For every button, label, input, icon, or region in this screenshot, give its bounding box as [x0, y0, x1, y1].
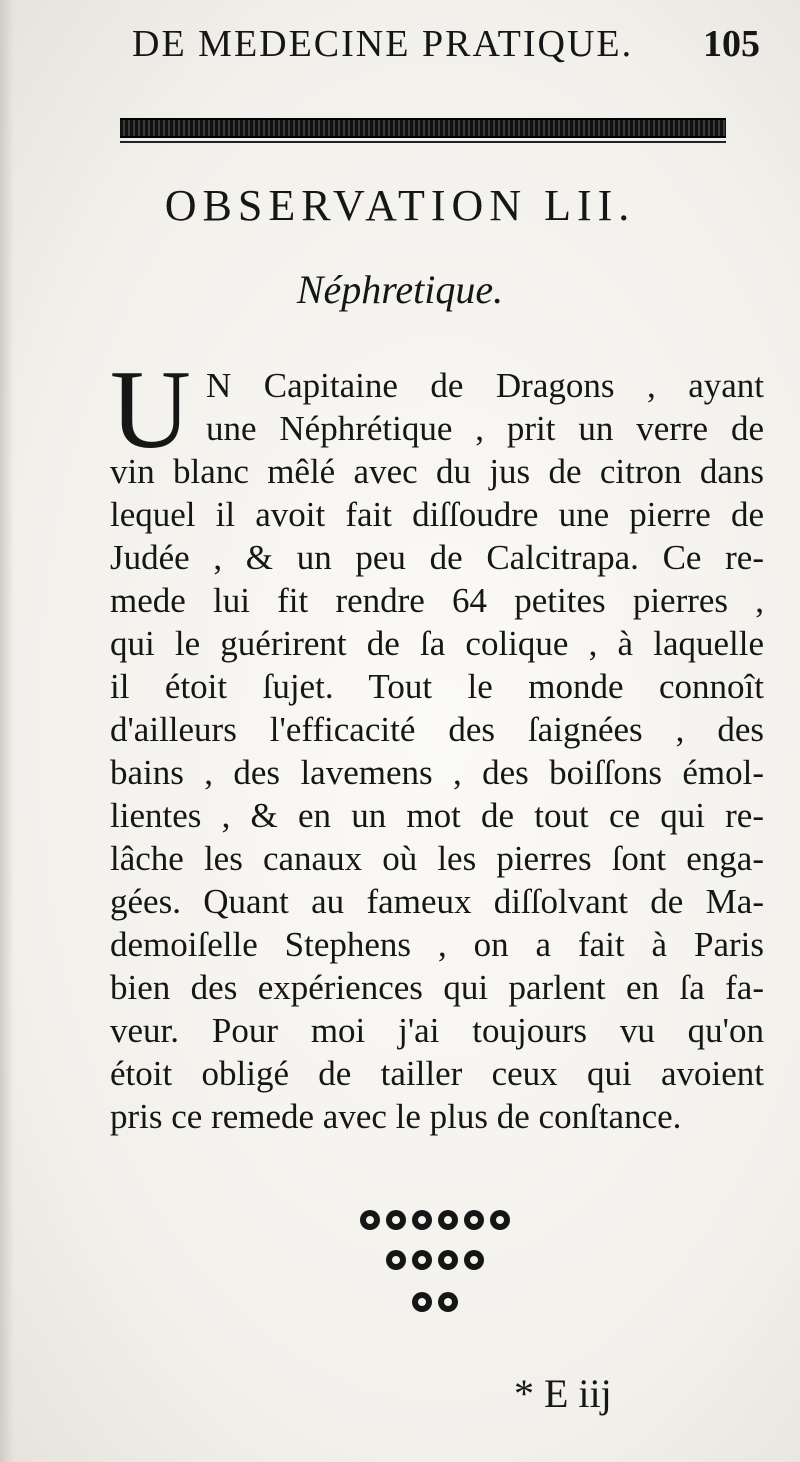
page-number: 105: [703, 23, 760, 65]
body-text: [110, 348, 764, 1138]
text-line: lequel il avoit fait diſſoudre une pierre de: [110, 495, 764, 534]
text-line: pris ce remede avec le plus de conſtance.: [110, 1097, 682, 1136]
text-line: qui le guérirent de ſa colique , à laquelle: [110, 624, 764, 663]
text-line: demoiſelle Stephens , on a fait à Paris: [110, 925, 764, 964]
drop-cap: U: [110, 348, 191, 472]
observation-subtitle: Néphretique.: [296, 267, 504, 312]
rule-underline: [120, 141, 726, 143]
text-line: bien des expériences qui parlent en ſa fa-: [110, 968, 764, 1007]
text-line: d'ailleurs l'efficacité des ſaignées , des: [110, 710, 764, 749]
text-line: une Néphrétique , prit un verre de: [206, 409, 764, 448]
fleuron-ornament-icon: [340, 1198, 540, 1338]
text-line: vin blanc mêlé avec du jus de citron dans: [110, 452, 764, 491]
running-head: [132, 18, 760, 70]
text-line: bains , des lavemens , des boiſſons émol-: [110, 753, 764, 792]
text-line: mede lui fit rendre 64 petites pierres ,: [110, 581, 764, 620]
observation-title: OBSERVATION LII.: [164, 181, 636, 230]
signature-mark: * E iij: [514, 1371, 612, 1416]
text-line: veur. Pour moi j'ai toujours vu qu'on: [110, 1011, 764, 1050]
text-line: gées. Quant au fameux diſſolvant de Ma-: [110, 882, 764, 921]
text-line: lientes , & en un mot de tout ce qui re-: [110, 796, 764, 835]
running-title: DE MEDECINE PRATIQUE.: [132, 23, 634, 65]
text-line: Judée , & un peu de Calcitrapa. Ce re-: [110, 538, 764, 577]
text-line: lâche les canaux où les pierres ſont enga-: [110, 839, 764, 878]
ornamental-rule: [120, 118, 726, 138]
text-line: étoit obligé de tailler ceux qui avoient: [110, 1054, 764, 1093]
text-line: N Capitaine de Dragons , ayant: [206, 366, 764, 405]
text-line: il étoit ſujet. Tout le monde connoît: [110, 667, 764, 706]
